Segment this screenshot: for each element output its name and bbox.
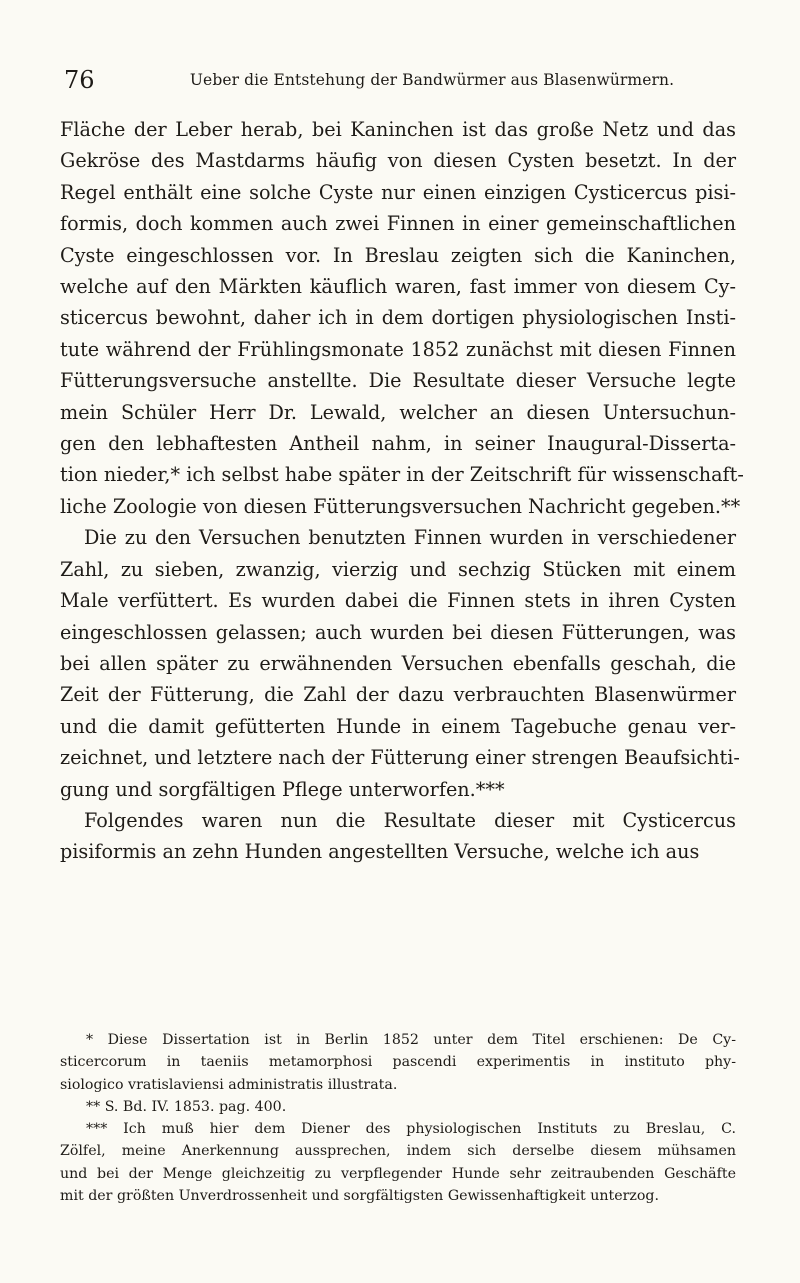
footnotes (60, 1029, 736, 1207)
text-line: Fütterungsversuche anstellte. Die Resultate dieser Versuche legte (60, 369, 736, 393)
footnote-line: mit der größten Unverdrossenheit und sorgfältigsten Gewissenhaftigkeit unterzog. (60, 1188, 659, 1205)
text-line: liche Zoologie von diesen Fütterungsversuchen Nachricht gegeben.** (60, 494, 741, 518)
text-line: gen den lebhaftesten Antheil nahm, in seiner Inaugural-Disserta- (60, 432, 736, 456)
text-line: Zeit der Fütterung, die Zahl der dazu verbrauchten Blasenwürmer (60, 683, 736, 707)
text-line: tute während der Frühlingsmonate 1852 zunächst mit diesen Finnen (60, 337, 736, 361)
page-number: 76 (64, 66, 95, 94)
text-line: Gekröse des Mastdarms häufig von diesen Cysten besetzt. In der (60, 149, 736, 173)
footnote-line: sticercorum in taeniis metamorphosi pascendi experimentis in instituto phy- (60, 1054, 736, 1071)
text-line: bei allen später zu erwähnenden Versuchen ebenfalls geschah, die (60, 651, 736, 675)
text-line: zeichnet, und letztere nach der Fütterung einer strengen Beaufsichti- (60, 746, 740, 770)
page-header (64, 66, 740, 98)
text-line: Cyste eingeschlossen vor. In Breslau zeigten sich die Kaninchen, (60, 243, 736, 267)
text-line: Die zu den Versuchen benutzten Finnen wurden in verschiedener (84, 526, 736, 550)
footnote-line: *** Ich muß hier dem Diener des physiologischen Instituts zu Breslau, C. (86, 1121, 736, 1138)
text-line: pisiformis an zehn Hunden angestellten Versuche, welche ich aus (60, 840, 700, 864)
text-line: und die damit gefütterten Hunde in einem Tagebuche genau ver- (60, 714, 736, 738)
text-line: gung und sorgfältigen Pflege unterworfen.*** (60, 777, 505, 801)
footnote-line: ** S. Bd. IV. 1853. pag. 400. (86, 1098, 287, 1115)
text-line: sticercus bewohnt, daher ich in dem dortigen physiologischen Insti- (60, 306, 736, 330)
footnote-line: siologico vratislaviensi administratis illustrata. (60, 1076, 398, 1093)
text-line: mein Schüler Herr Dr. Lewald, welcher an diesen Untersuchun- (60, 400, 736, 424)
text-line: eingeschlossen gelassen; auch wurden bei diesen Fütterungen, was (60, 620, 736, 644)
text-line: Zahl, zu sieben, zwanzig, vierzig und sechzig Stücken mit einem (60, 557, 736, 581)
running-title: Ueber die Entstehung der Bandwürmer aus Blasenwürmern. (189, 71, 675, 89)
footnote-line: und bei der Menge gleichzeitig zu verpflegender Hunde sehr zeitraubenden Geschäfte (60, 1165, 736, 1182)
footnote-line: * Diese Dissertation ist in Berlin 1852 unter dem Titel erschienen: De Cy- (86, 1032, 736, 1048)
text-line: formis, doch kommen auch zwei Finnen in einer gemeinschaftlichen (60, 212, 736, 236)
footnote-line: Zölfel, meine Anerkennung aussprechen, indem sich derselbe diesem mühsamen (60, 1143, 736, 1160)
main-text (60, 114, 744, 868)
text-line: Regel enthält eine solche Cyste nur einen einzigen Cysticercus pisi- (60, 180, 736, 204)
text-line: Fläche der Leber herab, bei Kaninchen ist das große Netz und das (60, 118, 736, 141)
text-line: Folgendes waren nun die Resultate dieser mit Cysticercus (84, 808, 736, 832)
text-line: Male verfüttert. Es wurden dabei die Finnen stets in ihren Cysten (60, 589, 736, 613)
text-line: tion nieder,* ich selbst habe später in der Zeitschrift für wissenschaft- (60, 463, 744, 487)
text-line: welche auf den Märkten käuflich waren, fast immer von diesem Cy- (60, 275, 736, 299)
